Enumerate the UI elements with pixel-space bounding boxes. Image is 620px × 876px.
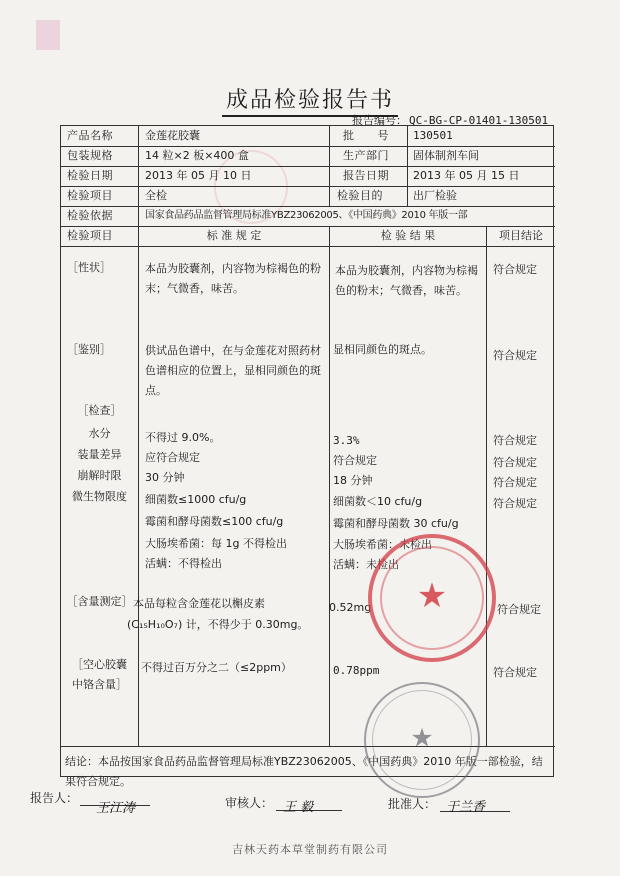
report-date-value: 2013 年 05 月 15 日 bbox=[413, 169, 520, 182]
row-weight-standard: 应符合规定 bbox=[145, 451, 200, 464]
row-chromium-standard: 不得过百万分之二（≤2ppm） bbox=[141, 661, 292, 674]
row-microbe-conclusion: 符合规定 bbox=[493, 497, 537, 510]
doc-number-value: QC-BG-CP-01401-130501 bbox=[409, 114, 549, 127]
spec-value: 14 粒×2 板×400 盒 bbox=[145, 149, 249, 162]
test-item-value: 全检 bbox=[145, 189, 167, 202]
test-date-label: 检验日期 bbox=[67, 169, 113, 182]
row-assay-result: 0.52mg bbox=[329, 601, 372, 614]
row-identify-name: ［鉴别］ bbox=[67, 343, 111, 356]
basis-value: 国家食品药品监督管理局标准YBZ23062005、《中国药典》2010 年版一部 bbox=[145, 210, 468, 221]
batch-no-value: 130501 bbox=[413, 129, 453, 142]
batch-no-label: 批 号 bbox=[343, 129, 389, 142]
row-weight-result: 符合规定 bbox=[333, 454, 377, 467]
row-disintegration-name: 崩解时限 bbox=[77, 469, 122, 482]
seal-star-icon: ★ bbox=[416, 576, 448, 616]
reporter-label: 报告人： bbox=[30, 791, 79, 805]
row-chromium-name-2: 中铬含量］ bbox=[72, 678, 127, 691]
reviewer-signature: 王 毅 bbox=[283, 800, 314, 815]
row-microbe-standard-1: 细菌数≤1000 cfu/g bbox=[145, 493, 247, 506]
row-assay-standard-1: 本品每粒含金莲花以槲皮素 bbox=[133, 597, 265, 610]
row-microbe-result-2: 霉菌和酵母菌数 30 cfu/g bbox=[333, 517, 459, 530]
test-item-label: 检验项目 bbox=[67, 189, 113, 202]
page-title: 成品检验报告书 bbox=[0, 83, 620, 114]
col-result-header: 检 验 结 果 bbox=[380, 229, 436, 242]
department-value: 固体制剂车间 bbox=[413, 149, 479, 162]
row-check-header: ［检查］ bbox=[77, 404, 122, 417]
approver-label: 批准人： bbox=[388, 797, 437, 811]
row-chromium-conclusion: 符合规定 bbox=[493, 666, 537, 679]
row-traits-conclusion: 符合规定 bbox=[493, 263, 537, 276]
row-microbe-standard-3: 大肠埃希菌：每 1g 不得检出 bbox=[145, 537, 287, 550]
row-microbe-standard-2: 霉菌和酵母菌数≤100 cfu/g bbox=[145, 515, 284, 528]
row-disintegration-standard: 30 分钟 bbox=[145, 471, 185, 484]
reporter-signature: 王江涛 bbox=[96, 801, 136, 816]
row-identify-conclusion: 符合规定 bbox=[493, 349, 537, 362]
row-moisture-standard: 不得过 9.0%。 bbox=[145, 431, 221, 444]
row-chromium-name-1: ［空心胶囊 bbox=[72, 658, 127, 671]
row-moisture-result: 3.3% bbox=[333, 434, 360, 447]
doc-number-label: 报告编号： bbox=[352, 114, 407, 127]
product-name-value: 金莲花胶囊 bbox=[145, 129, 200, 142]
department-label: 生产部门 bbox=[343, 149, 389, 162]
row-microbe-result-1: 细菌数＜10 cfu/g bbox=[333, 495, 423, 508]
reviewer-label: 审核人： bbox=[225, 796, 274, 810]
row-moisture-name: 水分 bbox=[88, 427, 111, 440]
row-traits-result: 本品为胶囊剂，内容物为棕褐色的粉末；气微香，味苦。 bbox=[335, 264, 478, 297]
report-date-label: 报告日期 bbox=[343, 169, 389, 182]
row-chromium-result: 0.78ppm bbox=[333, 664, 380, 677]
col-standard-header: 标 准 规 定 bbox=[206, 229, 262, 242]
corner-mark bbox=[36, 20, 60, 50]
row-identify-standard: 供试品色谱中，在与金莲花对照药材色谱相应的位置上，显相同颜色的斑点。 bbox=[145, 344, 321, 397]
seal-star-icon: ★ bbox=[410, 723, 434, 754]
col-conclusion-header: 项目结论 bbox=[499, 229, 543, 242]
test-purpose-label: 检验目的 bbox=[337, 189, 383, 202]
test-date-value: 2013 年 05 月 10 日 bbox=[145, 169, 252, 182]
row-assay-standard-2: (C₁₅H₁₀O₇) 计，不得少于 0.30mg。 bbox=[127, 618, 309, 631]
row-moisture-conclusion: 符合规定 bbox=[493, 434, 537, 447]
row-identify-result: 显相同颜色的斑点。 bbox=[333, 343, 432, 356]
row-disintegration-result: 18 分钟 bbox=[333, 474, 373, 487]
row-microbe-result-3: 大肠埃希菌：未检出 bbox=[333, 538, 432, 551]
row-microbe-result-4: 活螨：未检出 bbox=[333, 558, 399, 571]
quality-dept-seal bbox=[364, 682, 480, 798]
row-traits-name: ［性状］ bbox=[67, 261, 111, 274]
row-assay-name: ［含量测定］ bbox=[66, 595, 133, 608]
product-name-label: 产品名称 bbox=[67, 129, 113, 142]
row-traits-standard: 本品为胶囊剂，内容物为棕褐色的粉末；气微香，味苦。 bbox=[145, 262, 321, 295]
row-disintegration-conclusion: 符合规定 bbox=[493, 476, 537, 489]
conclusion-text: 结论：本品按国家食品药品监督管理局标准YBZ23062005、《中国药典》2010 年版一部检验，结果符合规定。 bbox=[65, 755, 543, 788]
basis-label: 检验依据 bbox=[67, 209, 113, 222]
row-microbe-standard-4: 活螨：不得检出 bbox=[145, 557, 222, 570]
report-table bbox=[60, 125, 554, 788]
company-footer: 吉林天药本草堂制药有限公司 bbox=[232, 843, 388, 856]
col-item-header: 检验项目 bbox=[67, 229, 113, 242]
row-assay-conclusion: 符合规定 bbox=[497, 603, 541, 616]
row-microbe-name: 微生物限度 bbox=[72, 490, 127, 503]
test-purpose-value: 出厂检验 bbox=[413, 189, 457, 202]
company-red-seal bbox=[368, 534, 496, 662]
spec-label: 包装规格 bbox=[67, 149, 113, 162]
row-weight-name: 装量差异 bbox=[77, 448, 122, 461]
row-weight-conclusion: 符合规定 bbox=[493, 456, 537, 469]
approver-signature: 于兰香 bbox=[446, 800, 486, 815]
